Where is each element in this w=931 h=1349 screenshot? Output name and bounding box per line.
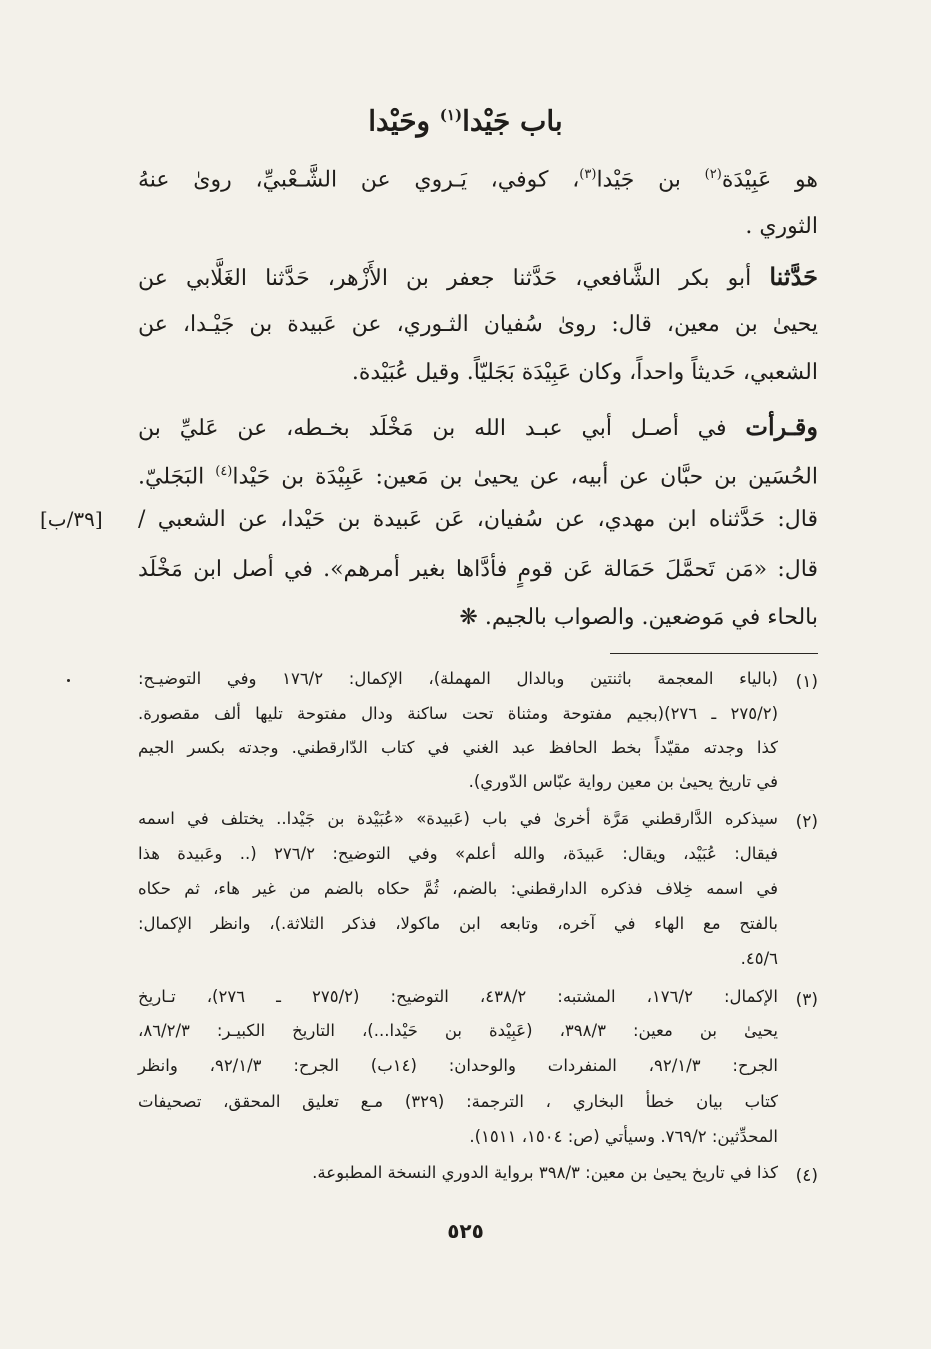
heading-text-2: وحَيْدا	[368, 104, 440, 138]
footnote-line: (بالياء المعجمة باثنتين وبالدال المهملة)، الإكمال: ١٧٦/٢ وفي التوضيـح:	[138, 669, 778, 688]
body-line: يحيىٰ بن معين، قال: روىٰ سُفيان الثـوري، عن عَبيدة بن جَيْـدا، عن	[138, 312, 818, 337]
footnote-line: الإكمال: ١٧٦/٢، المشتبه: ٤٣٨/٢، التوضيح: (٢٧٥/٢ ـ ٢٧٦)، تـاريخ	[138, 987, 778, 1006]
heading-text: باب جَيْدا	[462, 104, 563, 138]
footnote-line: فيقال: عُبَيْد، ويقال: عَبيدَة، والله أعلم» وفي التوضيح: ٢٧٦/٢ (.. وعَبيدة هذا	[138, 844, 779, 863]
footnote-line: كذا وجدته مقيّداً بخط الحافظ عبد الغني في كتاب الدّارقطني. وجدته بكسر الجيم	[138, 738, 778, 757]
footnote-line: يحيىٰ بن معين: ٣٩٨/٣، (عَبِيْدة بن حَيْدا...)، التاريخ الكبيـر: ٨٦/٢/٣،	[138, 1021, 778, 1040]
body-line: بالحاء في مَوضعين. والصواب بالجيم. ❋	[459, 605, 818, 630]
footnote-line: كذا في تاريخ يحيىٰ بن معين: ٣٩٨/٣ برواية الدوري النسخة المطبوعة.	[312, 1163, 778, 1182]
footnote-line: ٤٥/٦.	[740, 949, 778, 968]
isnad-keyword: حَدَّثنا	[769, 262, 818, 291]
chapter-heading	[0, 95, 931, 141]
footnote-number: (٤)	[795, 1166, 818, 1186]
footnote-line: الجرح: ٩٢/١/٣، المنفردات والوحدان: (١٤ب) الجرح: ٩٢/١/٣، وانظر	[138, 1056, 778, 1075]
footnote-ref: (٢)	[704, 167, 722, 182]
body-line: هو عَبِيْدَة$^{(٢)}$ بن جَيْدا$^{(٣)}$، كوفي، يَـروي عن الشَّـعْبيِّ، روىٰ عنهُ	[138, 167, 818, 193]
footnote-number: (٢)	[795, 812, 818, 832]
footnote-ref: (٤)	[215, 464, 233, 479]
body-line: الثوري .	[745, 214, 818, 239]
footnote-line: في تاريخ يحيىٰ بن معين رواية عبّاس الدّوري).	[468, 772, 778, 791]
footnote-line: سيذكره الدَّارقطني مَرَّة أخرىٰ في باب (عَبيدة» «عُبَيْدة بن جَيْدا.. يختلف في اسمه	[138, 809, 778, 828]
isnad-keyword: وقـرأت	[745, 412, 818, 441]
body-line: الحُسَين بن حبَّان عن أبيه، عن يحيىٰ بن مَعين: عَبِيْدَة بن حَيْدا$^{(٤)}$ البَجَليّ.	[138, 464, 818, 490]
page-number: ٥٢٥	[447, 1219, 484, 1243]
footnote-line: كتاب بيان خطأ البخاري ، الترجمة: (٣٢٩) مـع تعليق المحقق، تصحيفات	[138, 1092, 778, 1111]
footnote-number: (٣)	[795, 990, 818, 1010]
footnote-line: (٢٧٥/٢ ـ ٢٧٦)(بجيم مفتوحة ومثناة تحت ساكنة ودال مفتوحة تليها ألف مقصورة.	[138, 704, 778, 723]
footnote-separator	[610, 653, 818, 654]
footnote-line: بالفتح مع الهاء في آخره، وتابعه ابن ماكولا، فذكر الثلاثة.)، وانظر الإكمال:	[138, 914, 778, 933]
body-line: حَدَّثنا أبو بكر الشَّافعي، حَدَّثنا جعفر بن الأَزْهر، حَدَّثنا الغَلَّابي عن	[138, 262, 818, 291]
manuscript-folio-note: [٣٩/ب]	[40, 507, 103, 531]
page-speck	[67, 679, 70, 682]
footnote-line: في اسمه خِلاف فذكره الدارقطني: بالضم، ثُمَّ حكاه بالضم من غير هاء، ثم حكاه	[138, 879, 778, 898]
body-line: قال: حَدَّثناه ابن مهدي، عن سُفيان، عَن عَبيدة بن حَيْدا، عن الشعبي /	[138, 507, 818, 532]
body-line: وقـرأت في أصـل أبي عبـد الله بن مَخْلَد بخـطه، عن عَليِّ بن	[138, 412, 818, 441]
body-line: قال: «مَن تَحمَّلَ حَمَالة عَن قومٍ فأدَّاها بغير أمرهم». في أصل ابن مَخْلَد	[138, 557, 818, 582]
footnote-ref: (١)	[439, 106, 463, 124]
footnote-line: المحدِّثين: ٧٦٩/٢. وسيأتي (ص: ١٥٠٤، ١٥١١).	[469, 1127, 778, 1146]
footnote-number: (١)	[795, 672, 818, 692]
body-line: الشعبي، حَديثاً واحداً، وكان عَبِيْدَة بَجَليّاً. وقيل عُبَيْدة.	[351, 360, 818, 385]
footnote-ref: (٣)	[579, 167, 597, 182]
